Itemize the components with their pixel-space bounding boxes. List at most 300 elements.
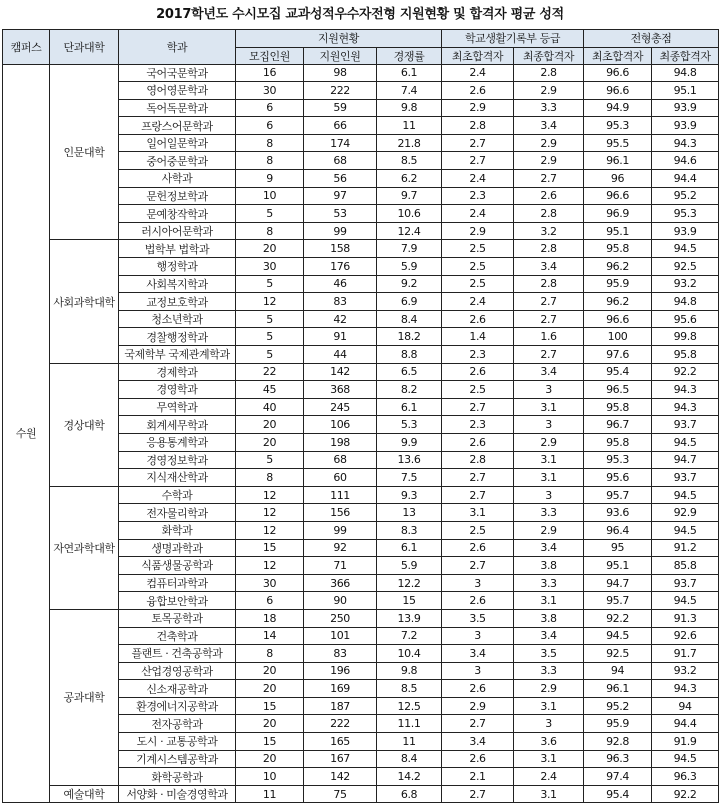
total-first-cell: 95 xyxy=(584,539,652,557)
grade-first-cell: 3.1 xyxy=(442,504,514,522)
grade-final-cell: 3.8 xyxy=(514,557,584,575)
applicants-cell: 92 xyxy=(304,539,377,557)
table-row xyxy=(3,240,719,258)
dept-cell: 독어독문학과 xyxy=(119,99,236,117)
grade-first-cell: 3.4 xyxy=(442,645,514,663)
quota-cell: 45 xyxy=(236,381,304,399)
total-final-cell: 95.2 xyxy=(652,187,719,205)
grade-first-cell: 3 xyxy=(442,574,514,592)
total-final-cell: 91.9 xyxy=(652,733,719,751)
quota-cell: 6 xyxy=(236,99,304,117)
ratio-cell: 9.8 xyxy=(377,662,442,680)
college-cell: 예술대학 xyxy=(50,785,119,803)
ratio-cell: 9.3 xyxy=(377,486,442,504)
dept-cell: 사학과 xyxy=(119,170,236,188)
quota-cell: 5 xyxy=(236,346,304,364)
applicants-cell: 158 xyxy=(304,240,377,258)
total-first-cell: 96.3 xyxy=(584,750,652,768)
grade-final-cell: 3.8 xyxy=(514,609,584,627)
quota-cell: 5 xyxy=(236,205,304,223)
grade-first-cell: 2.5 xyxy=(442,275,514,293)
dept-cell: 사회복지학과 xyxy=(119,275,236,293)
total-final-cell: 93.9 xyxy=(652,222,719,240)
quota-cell: 5 xyxy=(236,328,304,346)
total-final-cell: 95.6 xyxy=(652,310,719,328)
grade-final-cell: 2.9 xyxy=(514,134,584,152)
total-first-cell: 95.1 xyxy=(584,222,652,240)
quota-cell: 8 xyxy=(236,134,304,152)
total-final-cell: 93.7 xyxy=(652,574,719,592)
ratio-cell: 5.9 xyxy=(377,258,442,276)
grade-final-cell: 3.4 xyxy=(514,627,584,645)
grade-first-cell: 2.1 xyxy=(442,768,514,786)
total-final-cell: 94.3 xyxy=(652,680,719,698)
ratio-cell: 8.8 xyxy=(377,346,442,364)
ratio-cell: 7.5 xyxy=(377,469,442,487)
quota-cell: 20 xyxy=(236,750,304,768)
quota-cell: 11 xyxy=(236,785,304,803)
table-row xyxy=(3,609,719,627)
total-final-cell: 93.2 xyxy=(652,275,719,293)
ratio-cell: 11 xyxy=(377,117,442,135)
grade-final-cell: 2.9 xyxy=(514,521,584,539)
applicants-cell: 59 xyxy=(304,99,377,117)
ratio-cell: 8.4 xyxy=(377,750,442,768)
applicants-cell: 68 xyxy=(304,152,377,170)
total-final-cell: 91.3 xyxy=(652,609,719,627)
applicants-cell: 46 xyxy=(304,275,377,293)
applicants-cell: 42 xyxy=(304,310,377,328)
quota-cell: 5 xyxy=(236,451,304,469)
ratio-cell: 6.2 xyxy=(377,170,442,188)
total-final-cell: 94.3 xyxy=(652,398,719,416)
grade-first-cell: 2.7 xyxy=(442,398,514,416)
applicants-cell: 66 xyxy=(304,117,377,135)
grade-first-cell: 2.9 xyxy=(442,99,514,117)
grade-final-cell: 3.2 xyxy=(514,222,584,240)
grade-final-cell: 2.8 xyxy=(514,64,584,82)
applicants-cell: 368 xyxy=(304,381,377,399)
dept-cell: 교정보호학과 xyxy=(119,293,236,311)
applicants-cell: 176 xyxy=(304,258,377,276)
ratio-cell: 6.1 xyxy=(377,64,442,82)
applicants-cell: 142 xyxy=(304,363,377,381)
ratio-cell: 7.4 xyxy=(377,82,442,100)
total-final-cell: 94.5 xyxy=(652,240,719,258)
dept-cell: 수학과 xyxy=(119,486,236,504)
total-final-cell: 93.7 xyxy=(652,416,719,434)
ratio-cell: 5.9 xyxy=(377,557,442,575)
quota-cell: 9 xyxy=(236,170,304,188)
header-school-record-group: 학교생활기록부 등급 xyxy=(442,30,584,48)
applicants-cell: 169 xyxy=(304,680,377,698)
applicants-cell: 366 xyxy=(304,574,377,592)
dept-cell: 지식재산학과 xyxy=(119,469,236,487)
grade-first-cell: 2.6 xyxy=(442,363,514,381)
grade-first-cell: 2.7 xyxy=(442,469,514,487)
applicants-cell: 222 xyxy=(304,715,377,733)
grade-final-cell: 3.6 xyxy=(514,733,584,751)
quota-cell: 10 xyxy=(236,768,304,786)
applicants-cell: 196 xyxy=(304,662,377,680)
dept-cell: 중어중문학과 xyxy=(119,152,236,170)
total-final-cell: 92.9 xyxy=(652,504,719,522)
applicants-cell: 174 xyxy=(304,134,377,152)
applicants-cell: 83 xyxy=(304,293,377,311)
total-first-cell: 95.8 xyxy=(584,433,652,451)
applicants-cell: 250 xyxy=(304,609,377,627)
dept-cell: 환경에너지공학과 xyxy=(119,697,236,715)
quota-cell: 8 xyxy=(236,222,304,240)
quota-cell: 12 xyxy=(236,293,304,311)
applicants-cell: 60 xyxy=(304,469,377,487)
dept-cell: 국어국문학과 xyxy=(119,64,236,82)
total-final-cell: 92.2 xyxy=(652,363,719,381)
grade-first-cell: 3.5 xyxy=(442,609,514,627)
total-final-cell: 95.3 xyxy=(652,205,719,223)
total-first-cell: 94.5 xyxy=(584,627,652,645)
total-final-cell: 94.4 xyxy=(652,170,719,188)
applicants-cell: 83 xyxy=(304,645,377,663)
grade-final-cell: 3.1 xyxy=(514,697,584,715)
quota-cell: 10 xyxy=(236,187,304,205)
applicants-cell: 44 xyxy=(304,346,377,364)
grade-final-cell: 2.8 xyxy=(514,275,584,293)
dept-cell: 프랑스어문학과 xyxy=(119,117,236,135)
quota-cell: 15 xyxy=(236,697,304,715)
total-first-cell: 95.1 xyxy=(584,557,652,575)
quota-cell: 30 xyxy=(236,574,304,592)
ratio-cell: 13.9 xyxy=(377,609,442,627)
applicants-cell: 106 xyxy=(304,416,377,434)
grade-first-cell: 2.7 xyxy=(442,715,514,733)
grade-first-cell: 2.5 xyxy=(442,258,514,276)
ratio-cell: 9.8 xyxy=(377,99,442,117)
total-first-cell: 96.1 xyxy=(584,680,652,698)
grade-first-cell: 2.6 xyxy=(442,680,514,698)
grade-first-cell: 2.7 xyxy=(442,152,514,170)
ratio-cell: 10.4 xyxy=(377,645,442,663)
dept-cell: 식품생물공학과 xyxy=(119,557,236,575)
grade-final-cell: 2.9 xyxy=(514,680,584,698)
grade-first-cell: 2.7 xyxy=(442,557,514,575)
ratio-cell: 18.2 xyxy=(377,328,442,346)
ratio-cell: 21.8 xyxy=(377,134,442,152)
dept-cell: 행정학과 xyxy=(119,258,236,276)
ratio-cell: 8.4 xyxy=(377,310,442,328)
grade-first-cell: 2.4 xyxy=(442,205,514,223)
header-grade-final: 최종합격자 xyxy=(514,47,584,64)
grade-first-cell: 2.6 xyxy=(442,82,514,100)
total-final-cell: 93.2 xyxy=(652,662,719,680)
header-row-1 xyxy=(3,30,719,48)
total-first-cell: 95.7 xyxy=(584,592,652,610)
dept-cell: 도시 · 교통공학과 xyxy=(119,733,236,751)
grade-final-cell: 3 xyxy=(514,416,584,434)
grade-final-cell: 2.9 xyxy=(514,433,584,451)
quota-cell: 6 xyxy=(236,592,304,610)
total-first-cell: 95.2 xyxy=(584,697,652,715)
dept-cell: 일어일문학과 xyxy=(119,134,236,152)
grade-first-cell: 2.3 xyxy=(442,416,514,434)
dept-cell: 청소년학과 xyxy=(119,310,236,328)
ratio-cell: 8.2 xyxy=(377,381,442,399)
dept-cell: 문예창작학과 xyxy=(119,205,236,223)
quota-cell: 22 xyxy=(236,363,304,381)
grade-first-cell: 2.8 xyxy=(442,117,514,135)
page-title: 2017학년도 수시모집 교과성적우수자전형 지원현황 및 합격자 평균 성적 xyxy=(156,7,564,22)
grade-first-cell: 2.4 xyxy=(442,170,514,188)
ratio-cell: 6.8 xyxy=(377,785,442,803)
ratio-cell: 8.3 xyxy=(377,521,442,539)
grade-final-cell: 3.1 xyxy=(514,398,584,416)
college-cell: 공과대학 xyxy=(50,609,119,785)
grade-first-cell: 2.5 xyxy=(442,240,514,258)
grade-first-cell: 2.4 xyxy=(442,293,514,311)
total-first-cell: 96.2 xyxy=(584,293,652,311)
total-final-cell: 94 xyxy=(652,697,719,715)
total-first-cell: 92.5 xyxy=(584,645,652,663)
ratio-cell: 12.4 xyxy=(377,222,442,240)
ratio-cell: 7.9 xyxy=(377,240,442,258)
college-cell: 경상대학 xyxy=(50,363,119,486)
quota-cell: 18 xyxy=(236,609,304,627)
total-final-cell: 93.9 xyxy=(652,117,719,135)
grade-first-cell: 1.4 xyxy=(442,328,514,346)
ratio-cell: 6.1 xyxy=(377,398,442,416)
total-final-cell: 93.9 xyxy=(652,99,719,117)
grade-final-cell: 2.7 xyxy=(514,293,584,311)
total-first-cell: 95.8 xyxy=(584,240,652,258)
dept-cell: 생명과학과 xyxy=(119,539,236,557)
ratio-cell: 8.5 xyxy=(377,152,442,170)
quota-cell: 40 xyxy=(236,398,304,416)
total-final-cell: 91.2 xyxy=(652,539,719,557)
ratio-cell: 11.1 xyxy=(377,715,442,733)
total-first-cell: 95.5 xyxy=(584,134,652,152)
dept-cell: 경찰행정학과 xyxy=(119,328,236,346)
header-apply-group: 지원현황 xyxy=(236,30,442,48)
campus-cell: 수원 xyxy=(3,64,50,803)
quota-cell: 5 xyxy=(236,275,304,293)
applicants-cell: 99 xyxy=(304,222,377,240)
grade-final-cell: 3.4 xyxy=(514,363,584,381)
total-first-cell: 97.6 xyxy=(584,346,652,364)
quota-cell: 14 xyxy=(236,627,304,645)
applicants-cell: 90 xyxy=(304,592,377,610)
applicants-cell: 167 xyxy=(304,750,377,768)
grade-final-cell: 3.1 xyxy=(514,785,584,803)
grade-first-cell: 2.9 xyxy=(442,697,514,715)
total-first-cell: 95.6 xyxy=(584,469,652,487)
quota-cell: 20 xyxy=(236,433,304,451)
ratio-cell: 13 xyxy=(377,504,442,522)
dept-cell: 전자공학과 xyxy=(119,715,236,733)
total-first-cell: 96.7 xyxy=(584,416,652,434)
grade-final-cell: 2.6 xyxy=(514,187,584,205)
total-first-cell: 96 xyxy=(584,170,652,188)
grade-final-cell: 3 xyxy=(514,381,584,399)
grade-final-cell: 3.3 xyxy=(514,99,584,117)
applicants-cell: 98 xyxy=(304,64,377,82)
total-final-cell: 93.7 xyxy=(652,469,719,487)
grade-final-cell: 2.7 xyxy=(514,310,584,328)
quota-cell: 12 xyxy=(236,486,304,504)
grade-first-cell: 2.6 xyxy=(442,592,514,610)
total-final-cell: 96.3 xyxy=(652,768,719,786)
header-college: 단과대학 xyxy=(50,30,119,65)
quota-cell: 8 xyxy=(236,152,304,170)
grade-first-cell: 2.9 xyxy=(442,222,514,240)
quota-cell: 15 xyxy=(236,733,304,751)
total-final-cell: 94.5 xyxy=(652,486,719,504)
applicants-cell: 99 xyxy=(304,521,377,539)
dept-cell: 영어영문학과 xyxy=(119,82,236,100)
total-first-cell: 93.6 xyxy=(584,504,652,522)
ratio-cell: 15 xyxy=(377,592,442,610)
ratio-cell: 5.3 xyxy=(377,416,442,434)
grade-final-cell: 3 xyxy=(514,715,584,733)
grade-first-cell: 2.5 xyxy=(442,381,514,399)
total-final-cell: 94.3 xyxy=(652,134,719,152)
table-row xyxy=(3,363,719,381)
grade-final-cell: 3.3 xyxy=(514,574,584,592)
grade-first-cell: 2.7 xyxy=(442,134,514,152)
total-final-cell: 94.5 xyxy=(652,433,719,451)
total-first-cell: 94.9 xyxy=(584,99,652,117)
quota-cell: 5 xyxy=(236,310,304,328)
grade-final-cell: 3.3 xyxy=(514,662,584,680)
total-final-cell: 94.8 xyxy=(652,293,719,311)
quota-cell: 15 xyxy=(236,539,304,557)
applicants-cell: 56 xyxy=(304,170,377,188)
quota-cell: 16 xyxy=(236,64,304,82)
dept-cell: 컴퓨터과학과 xyxy=(119,574,236,592)
grade-final-cell: 3.3 xyxy=(514,504,584,522)
grade-first-cell: 2.8 xyxy=(442,451,514,469)
total-first-cell: 94 xyxy=(584,662,652,680)
grade-final-cell: 2.4 xyxy=(514,768,584,786)
quota-cell: 20 xyxy=(236,240,304,258)
total-first-cell: 96.6 xyxy=(584,64,652,82)
header-grade-first: 최초합격자 xyxy=(442,47,514,64)
total-first-cell: 96.1 xyxy=(584,152,652,170)
applicants-cell: 71 xyxy=(304,557,377,575)
ratio-cell: 9.7 xyxy=(377,187,442,205)
applicants-cell: 101 xyxy=(304,627,377,645)
total-first-cell: 96.9 xyxy=(584,205,652,223)
total-first-cell: 96.6 xyxy=(584,82,652,100)
total-first-cell: 95.4 xyxy=(584,363,652,381)
applicants-cell: 111 xyxy=(304,486,377,504)
dept-cell: 융합보안학과 xyxy=(119,592,236,610)
grade-final-cell: 3.5 xyxy=(514,645,584,663)
ratio-cell: 12.5 xyxy=(377,697,442,715)
quota-cell: 12 xyxy=(236,557,304,575)
dept-cell: 회계세무학과 xyxy=(119,416,236,434)
applicants-cell: 97 xyxy=(304,187,377,205)
grade-first-cell: 2.3 xyxy=(442,187,514,205)
applicants-cell: 156 xyxy=(304,504,377,522)
ratio-cell: 10.6 xyxy=(377,205,442,223)
total-first-cell: 94.7 xyxy=(584,574,652,592)
dept-cell: 산업경영공학과 xyxy=(119,662,236,680)
applicants-cell: 187 xyxy=(304,697,377,715)
ratio-cell: 7.2 xyxy=(377,627,442,645)
total-final-cell: 94.7 xyxy=(652,451,719,469)
total-first-cell: 95.9 xyxy=(584,275,652,293)
ratio-cell: 12.2 xyxy=(377,574,442,592)
applicants-cell: 68 xyxy=(304,451,377,469)
header-total-first: 최초합격자 xyxy=(584,47,652,64)
dept-cell: 법학부 법학과 xyxy=(119,240,236,258)
applicants-cell: 75 xyxy=(304,785,377,803)
header-campus: 캠퍼스 xyxy=(3,30,50,65)
quota-cell: 30 xyxy=(236,258,304,276)
grade-first-cell: 2.6 xyxy=(442,539,514,557)
quota-cell: 8 xyxy=(236,645,304,663)
admissions-table xyxy=(2,29,719,803)
ratio-cell: 6.1 xyxy=(377,539,442,557)
applicants-cell: 222 xyxy=(304,82,377,100)
grade-first-cell: 2.6 xyxy=(442,750,514,768)
total-first-cell: 100 xyxy=(584,328,652,346)
grade-first-cell: 2.7 xyxy=(442,486,514,504)
header-quota: 모집인원 xyxy=(236,47,304,64)
ratio-cell: 11 xyxy=(377,733,442,751)
total-final-cell: 92.5 xyxy=(652,258,719,276)
grade-final-cell: 2.7 xyxy=(514,346,584,364)
dept-cell: 무역학과 xyxy=(119,398,236,416)
dept-cell: 화학과 xyxy=(119,521,236,539)
total-first-cell: 96.6 xyxy=(584,187,652,205)
quota-cell: 20 xyxy=(236,662,304,680)
grade-final-cell: 3.4 xyxy=(514,117,584,135)
dept-cell: 국제학부 국제관계학과 xyxy=(119,346,236,364)
total-final-cell: 94.5 xyxy=(652,592,719,610)
total-final-cell: 99.8 xyxy=(652,328,719,346)
grade-final-cell: 2.8 xyxy=(514,240,584,258)
total-final-cell: 91.7 xyxy=(652,645,719,663)
total-first-cell: 95.7 xyxy=(584,486,652,504)
total-first-cell: 96.2 xyxy=(584,258,652,276)
ratio-cell: 9.2 xyxy=(377,275,442,293)
table-row xyxy=(3,486,719,504)
total-final-cell: 94.5 xyxy=(652,750,719,768)
grade-first-cell: 2.3 xyxy=(442,346,514,364)
table-body xyxy=(3,64,719,803)
total-final-cell: 92.6 xyxy=(652,627,719,645)
quota-cell: 20 xyxy=(236,416,304,434)
total-first-cell: 96.4 xyxy=(584,521,652,539)
total-first-cell: 95.9 xyxy=(584,715,652,733)
applicants-cell: 198 xyxy=(304,433,377,451)
total-first-cell: 95.3 xyxy=(584,117,652,135)
grade-first-cell: 3 xyxy=(442,662,514,680)
quota-cell: 8 xyxy=(236,469,304,487)
ratio-cell: 8.5 xyxy=(377,680,442,698)
grade-final-cell: 3.1 xyxy=(514,592,584,610)
grade-final-cell: 3.4 xyxy=(514,258,584,276)
dept-cell: 응용통계학과 xyxy=(119,433,236,451)
applicants-cell: 53 xyxy=(304,205,377,223)
quota-cell: 20 xyxy=(236,715,304,733)
header-ratio: 경쟁률 xyxy=(377,47,442,64)
quota-cell: 6 xyxy=(236,117,304,135)
dept-cell: 문헌정보학과 xyxy=(119,187,236,205)
total-first-cell: 97.4 xyxy=(584,768,652,786)
total-first-cell: 96.5 xyxy=(584,381,652,399)
